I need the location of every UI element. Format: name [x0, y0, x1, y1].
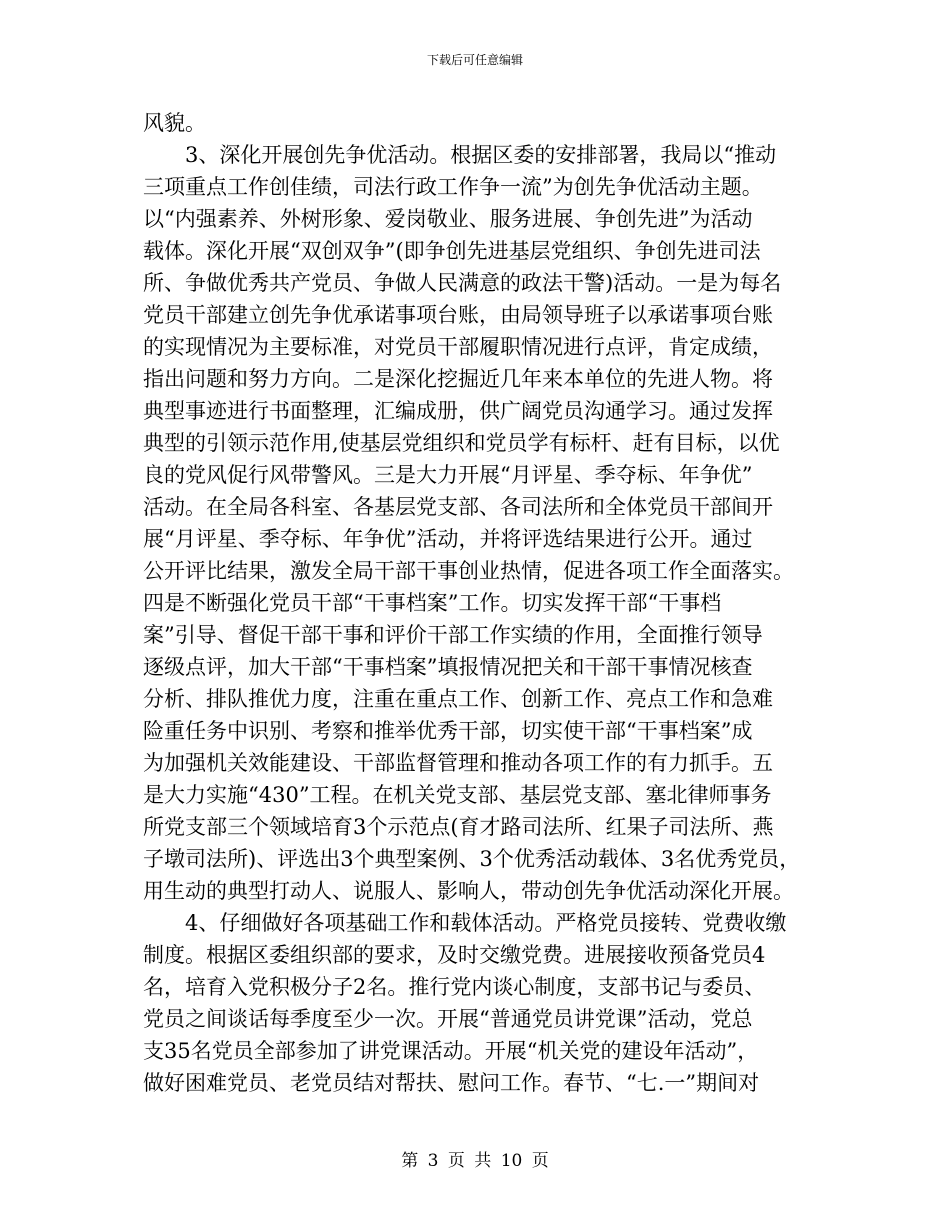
- text-line: 四是不断强化党员干部“干事档案”工作。切实发挥干部“干事档: [143, 591, 722, 615]
- text-line: 以“内强素养、外树形象、爱岗敬业、服务进展、争创先进”为活动: [143, 207, 753, 231]
- text-line: 良的党风促行风带警风。三是大力开展“月评星、季夺标、年争优”: [143, 463, 753, 487]
- text-line: 做好困难党员、老党员结对帮扶、慰问工作。春节、“七.一”期间对: [143, 1071, 760, 1095]
- text-line: 活动。在全局各科室、各基层党支部、各司法所和全体党员干部间开: [143, 495, 773, 519]
- text-line: 险重任务中识别、考察和推举优秀干部，切实使干部“干事档案”成: [143, 719, 753, 743]
- text-line: 案”引导、督促干部干事和评价干部工作实绩的作用，全面推行领导: [143, 623, 763, 647]
- text-line: 载体。深化开展“双创双争”(即争创先进基层党组织、争创先进司法: [143, 239, 761, 263]
- text-line: 三项重点工作创佳绩，司法行政工作争一流”为创先争优活动主题。: [143, 175, 763, 199]
- text-line: 的实现情况为主要标准，对党员干部履职情况进行点评，肯定成绩，: [143, 335, 773, 359]
- text-line: 风貌。: [143, 111, 206, 135]
- text-line: 逐级点评，加大干部“干事档案”填报情况把关和干部干事情况核查: [143, 655, 753, 679]
- text-line: 支35名党员全部参加了讲党课活动。开展“机关党的建设年活动”，: [143, 1039, 759, 1063]
- text-line: 指出问题和努力方向。二是深化挖掘近几年来本单位的先进人物。将: [143, 367, 773, 391]
- text-line: 所党支部三个领域培育3个示范点(育才路司法所、红果子司法所、燕: [143, 815, 774, 839]
- text-line: 为加强机关效能建设、干部监督管理和推动各项工作的有力抓手。五: [143, 751, 773, 775]
- text-line: 是大力实施“430”工程。在机关党支部、基层党支部、塞北律师事务: [143, 783, 772, 807]
- text-line: 3、深化开展创先争优活动。根据区委的安排部署，我局以“推动: [185, 143, 777, 167]
- text-line: 4、仔细做好各项基础工作和载体活动。严格党员接转、党费收缴: [185, 911, 787, 935]
- text-line: 典型的引领示范作用,使基层党组织和党员学有标杆、赶有目标，以优: [143, 431, 780, 455]
- text-line: 展“月评星、季夺标、年争优”活动，并将评选结果进行公开。通过: [143, 527, 753, 551]
- text-line: 用生动的典型打动人、说服人、影响人，带动创先争优活动深化开展。: [143, 879, 794, 903]
- text-line: 子墩司法所)、评选出3个典型案例、3个优秀活动载体、3名优秀党员，: [143, 847, 801, 871]
- text-line: 党员之间谈话每季度至少一次。开展“普通党员讲党课”活动，党总: [143, 1007, 753, 1031]
- text-line: 名，培育入党积极分子2名。推行党内谈心制度，支部书记与委员、: [143, 975, 766, 999]
- page-header: 下载后可任意编辑: [426, 53, 523, 67]
- text-line: 典型事迹进行书面整理，汇编成册，供广阔党员沟通学习。通过发挥: [143, 399, 773, 423]
- text-line: 党员干部建立创先争优承诺事项台账，由局领导班子以承诺事项台账: [143, 303, 773, 327]
- document-body: [143, 107, 833, 1099]
- text-line: 公开评比结果，激发全局干部干事创业热情，促进各项工作全面落实。: [143, 559, 794, 583]
- text-line: 分析、排队推优力度，注重在重点工作、创新工作、亮点工作和急难: [143, 687, 773, 711]
- page-number: 第 3 页 共 10 页: [401, 1151, 549, 1171]
- text-line: 制度。根据区委组织部的要求，及时交缴党费。进展接收预备党员4: [143, 943, 766, 967]
- text-line: 所、争做优秀共产党员、争做人民满意的政法干警)活动。一是为每名: [143, 271, 782, 295]
